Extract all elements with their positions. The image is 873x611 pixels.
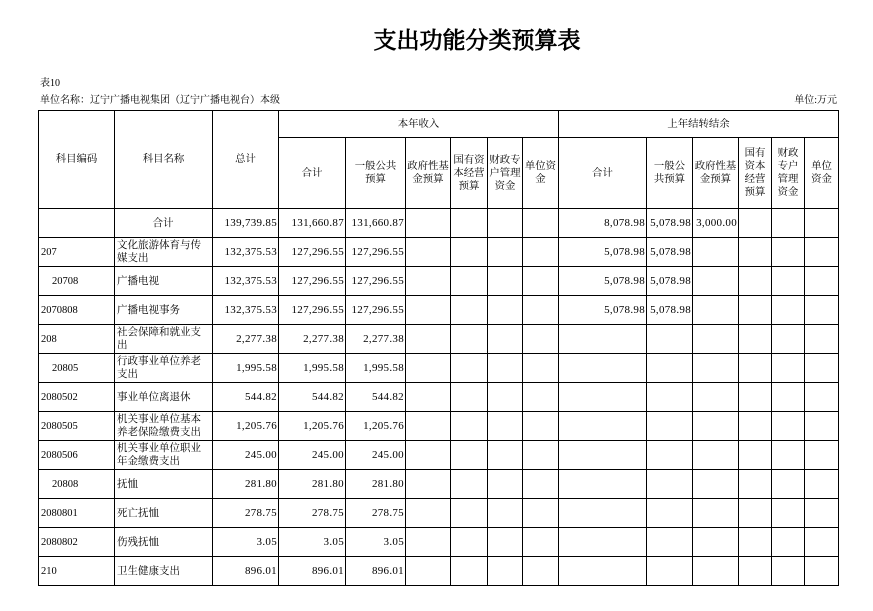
row-total: 132,375.53 [213, 267, 279, 296]
current-year-state-capital-budget [451, 499, 488, 528]
carryover-subtotal [559, 354, 647, 383]
carryover-unit-fund [805, 296, 839, 325]
current-year-special-account-fund [488, 412, 523, 441]
carryover-subtotal [559, 412, 647, 441]
carryover-state-capital-budget [739, 470, 772, 499]
table-row [39, 499, 839, 528]
row-name: 合计 [115, 209, 213, 238]
carryover-government-fund-budget [693, 441, 739, 470]
current-year-government-fund-budget [406, 557, 451, 586]
carryover-general-public-budget [647, 354, 693, 383]
header-carryover-general-public-budget [647, 138, 693, 209]
header-carryover-subtotal: 合计 [559, 138, 647, 209]
carryover-special-account-fund [772, 528, 805, 557]
current-year-state-capital-budget [451, 325, 488, 354]
current-year-government-fund-budget [406, 470, 451, 499]
current-year-unit-fund [523, 354, 559, 383]
header-row-groups [39, 111, 839, 138]
carryover-subtotal: 5,078.98 [559, 267, 647, 296]
header-carryover-government-fund-budget: 政府性基金预算 [693, 138, 739, 209]
current-year-government-fund-budget [406, 499, 451, 528]
carryover-special-account-fund [772, 209, 805, 238]
carryover-general-public-budget [647, 528, 693, 557]
table-number: 表10 [40, 78, 60, 89]
current-year-state-capital-budget [451, 528, 488, 557]
current-year-state-capital-budget [451, 209, 488, 238]
current-year-special-account-fund [488, 383, 523, 412]
carryover-government-fund-budget [693, 470, 739, 499]
row-code: 2080505 [39, 412, 115, 441]
current-year-subtotal: 896.01 [279, 557, 346, 586]
carryover-government-fund-budget [693, 354, 739, 383]
current-year-special-account-fund [488, 557, 523, 586]
carryover-state-capital-budget [739, 238, 772, 267]
header-carryover-state-capital-budget: 国有资本经营预算 [739, 138, 772, 209]
table-row [39, 267, 839, 296]
carryover-state-capital-budget [739, 383, 772, 412]
carryover-special-account-fund [772, 325, 805, 354]
table-row [39, 209, 839, 238]
carryover-unit-fund [805, 267, 839, 296]
row-total: 132,375.53 [213, 296, 279, 325]
row-code: 2080502 [39, 383, 115, 412]
current-year-general-public-budget: 127,296.55 [346, 238, 406, 267]
table-row [39, 325, 839, 354]
header-current-year-general-public-budget-label: 一般公共预算 [354, 161, 397, 185]
current-year-state-capital-budget [451, 412, 488, 441]
row-code: 20805 [39, 354, 115, 383]
row-total: 278.75 [213, 499, 279, 528]
row-total: 245.00 [213, 441, 279, 470]
current-year-subtotal: 281.80 [279, 470, 346, 499]
carryover-special-account-fund [772, 383, 805, 412]
carryover-special-account-fund [772, 441, 805, 470]
header-current-year-state-capital-budget: 国有资本经营预算 [451, 138, 488, 209]
carryover-general-public-budget: 5,078.98 [647, 238, 693, 267]
carryover-government-fund-budget [693, 296, 739, 325]
current-year-subtotal: 544.82 [279, 383, 346, 412]
carryover-general-public-budget [647, 499, 693, 528]
header-current-year-government-fund-budget: 政府性基金预算 [406, 138, 451, 209]
row-total: 132,375.53 [213, 238, 279, 267]
current-year-unit-fund [523, 267, 559, 296]
header-name: 科目名称 [115, 111, 213, 209]
row-total: 3.05 [213, 528, 279, 557]
current-year-state-capital-budget [451, 441, 488, 470]
carryover-special-account-fund [772, 296, 805, 325]
row-total: 896.01 [213, 557, 279, 586]
header-current-year-income: 本年收入 [279, 111, 559, 138]
table-row [39, 354, 839, 383]
carryover-unit-fund [805, 499, 839, 528]
carryover-unit-fund [805, 441, 839, 470]
current-year-government-fund-budget [406, 412, 451, 441]
carryover-subtotal [559, 383, 647, 412]
row-name: 广播电视 [115, 267, 213, 296]
current-year-subtotal: 1,205.76 [279, 412, 346, 441]
current-year-unit-fund [523, 296, 559, 325]
current-year-general-public-budget: 131,660.87 [346, 209, 406, 238]
carryover-government-fund-budget [693, 383, 739, 412]
current-year-subtotal: 127,296.55 [279, 267, 346, 296]
current-year-unit-fund [523, 209, 559, 238]
carryover-general-public-budget [647, 412, 693, 441]
row-name: 死亡抚恤 [115, 499, 213, 528]
row-total: 1,995.58 [213, 354, 279, 383]
current-year-special-account-fund [488, 528, 523, 557]
carryover-general-public-budget: 5,078.98 [647, 296, 693, 325]
carryover-special-account-fund [772, 557, 805, 586]
row-code: 20708 [39, 267, 115, 296]
carryover-state-capital-budget [739, 296, 772, 325]
carryover-unit-fund [805, 528, 839, 557]
row-total: 1,205.76 [213, 412, 279, 441]
current-year-state-capital-budget [451, 238, 488, 267]
current-year-unit-fund [523, 412, 559, 441]
table-row [39, 412, 839, 441]
carryover-unit-fund [805, 354, 839, 383]
current-year-unit-fund [523, 557, 559, 586]
current-year-subtotal: 131,660.87 [279, 209, 346, 238]
current-year-general-public-budget: 3.05 [346, 528, 406, 557]
current-year-general-public-budget: 127,296.55 [346, 267, 406, 296]
current-year-state-capital-budget [451, 354, 488, 383]
carryover-subtotal [559, 470, 647, 499]
header-total: 总计 [213, 111, 279, 209]
current-year-government-fund-budget [406, 296, 451, 325]
table-row [39, 441, 839, 470]
current-year-subtotal: 278.75 [279, 499, 346, 528]
current-year-state-capital-budget [451, 267, 488, 296]
header-current-year-unit-fund: 单位资金 [523, 138, 559, 209]
carryover-unit-fund [805, 470, 839, 499]
carryover-government-fund-budget: 3,000.00 [693, 209, 739, 238]
carryover-subtotal [559, 528, 647, 557]
row-code: 2080506 [39, 441, 115, 470]
carryover-government-fund-budget [693, 325, 739, 354]
current-year-subtotal: 1,995.58 [279, 354, 346, 383]
row-code [39, 209, 115, 238]
page-title: 支出功能分类预算表 [373, 28, 581, 54]
carryover-state-capital-budget [739, 528, 772, 557]
row-total: 544.82 [213, 383, 279, 412]
carryover-state-capital-budget [739, 412, 772, 441]
carryover-special-account-fund [772, 238, 805, 267]
carryover-state-capital-budget [739, 209, 772, 238]
current-year-general-public-budget: 544.82 [346, 383, 406, 412]
carryover-subtotal [559, 499, 647, 528]
carryover-subtotal [559, 441, 647, 470]
row-total: 2,277.38 [213, 325, 279, 354]
carryover-state-capital-budget [739, 354, 772, 383]
header-carryover-unit-fund: 单位资金 [805, 138, 839, 209]
current-year-general-public-budget: 278.75 [346, 499, 406, 528]
table-row [39, 470, 839, 499]
current-year-unit-fund [523, 528, 559, 557]
header-current-year-general-public-budget [346, 138, 406, 209]
carryover-subtotal: 8,078.98 [559, 209, 647, 238]
row-code: 2070808 [39, 296, 115, 325]
current-year-unit-fund [523, 499, 559, 528]
carryover-state-capital-budget [739, 499, 772, 528]
row-code: 20808 [39, 470, 115, 499]
unit-name: 单位名称：辽宁广播电视集团（辽宁广播电视台）本级 [40, 95, 280, 106]
current-year-general-public-budget: 896.01 [346, 557, 406, 586]
current-year-general-public-budget: 1,995.58 [346, 354, 406, 383]
current-year-general-public-budget: 1,205.76 [346, 412, 406, 441]
carryover-government-fund-budget [693, 528, 739, 557]
row-code: 208 [39, 325, 115, 354]
carryover-special-account-fund [772, 470, 805, 499]
carryover-special-account-fund [772, 267, 805, 296]
carryover-unit-fund [805, 238, 839, 267]
carryover-subtotal [559, 557, 647, 586]
current-year-special-account-fund [488, 499, 523, 528]
current-year-unit-fund [523, 470, 559, 499]
current-year-government-fund-budget [406, 528, 451, 557]
current-year-subtotal: 2,277.38 [279, 325, 346, 354]
current-year-government-fund-budget [406, 209, 451, 238]
current-year-government-fund-budget [406, 354, 451, 383]
row-total: 139,739.85 [213, 209, 279, 238]
carryover-unit-fund [805, 557, 839, 586]
header-carryover-special-account-fund: 财政专户管理资金 [772, 138, 805, 209]
row-code: 2080801 [39, 499, 115, 528]
carryover-general-public-budget [647, 470, 693, 499]
current-year-unit-fund [523, 383, 559, 412]
table-row [39, 238, 839, 267]
row-name: 事业单位离退休 [115, 383, 213, 412]
current-year-special-account-fund [488, 325, 523, 354]
table-row [39, 557, 839, 586]
current-year-subtotal: 127,296.55 [279, 238, 346, 267]
carryover-subtotal [559, 325, 647, 354]
header-carryover-general-public-budget-label: 一般公共预算 [653, 161, 686, 185]
row-name: 广播电视事务 [115, 296, 213, 325]
header-current-year-subtotal: 合计 [279, 138, 346, 209]
row-name: 文化旅游体育与传媒支出 [115, 238, 213, 267]
row-name: 抚恤 [115, 470, 213, 499]
carryover-government-fund-budget [693, 267, 739, 296]
current-year-special-account-fund [488, 441, 523, 470]
carryover-general-public-budget [647, 441, 693, 470]
current-year-special-account-fund [488, 354, 523, 383]
table-row [39, 528, 839, 557]
current-year-unit-fund [523, 441, 559, 470]
carryover-government-fund-budget [693, 557, 739, 586]
carryover-government-fund-budget [693, 499, 739, 528]
current-year-special-account-fund [488, 296, 523, 325]
current-year-state-capital-budget [451, 470, 488, 499]
current-year-state-capital-budget [451, 383, 488, 412]
carryover-government-fund-budget [693, 238, 739, 267]
carryover-general-public-budget: 5,078.98 [647, 267, 693, 296]
carryover-state-capital-budget [739, 325, 772, 354]
row-name: 卫生健康支出 [115, 557, 213, 586]
carryover-general-public-budget [647, 383, 693, 412]
row-name: 伤残抚恤 [115, 528, 213, 557]
row-code: 2080802 [39, 528, 115, 557]
header-carryover-balance: 上年结转结余 [559, 111, 839, 138]
carryover-special-account-fund [772, 354, 805, 383]
current-year-subtotal: 127,296.55 [279, 296, 346, 325]
row-name: 机关事业单位基本养老保险缴费支出 [115, 412, 213, 441]
current-year-government-fund-budget [406, 441, 451, 470]
carryover-state-capital-budget [739, 267, 772, 296]
current-year-state-capital-budget [451, 557, 488, 586]
current-year-general-public-budget: 245.00 [346, 441, 406, 470]
carryover-government-fund-budget [693, 412, 739, 441]
carryover-subtotal: 5,078.98 [559, 296, 647, 325]
current-year-general-public-budget: 2,277.38 [346, 325, 406, 354]
carryover-general-public-budget [647, 557, 693, 586]
header-current-year-special-account-fund: 财政专户管理资金 [488, 138, 523, 209]
row-total: 281.80 [213, 470, 279, 499]
current-year-government-fund-budget [406, 325, 451, 354]
current-year-general-public-budget: 281.80 [346, 470, 406, 499]
current-year-subtotal: 3.05 [279, 528, 346, 557]
current-year-unit-fund [523, 238, 559, 267]
current-year-general-public-budget: 127,296.55 [346, 296, 406, 325]
table-body [39, 209, 839, 586]
row-name: 社会保障和就业支出 [115, 325, 213, 354]
carryover-special-account-fund [772, 412, 805, 441]
budget-table [38, 110, 839, 586]
current-year-special-account-fund [488, 267, 523, 296]
current-year-special-account-fund [488, 470, 523, 499]
carryover-state-capital-budget [739, 557, 772, 586]
carryover-subtotal: 5,078.98 [559, 238, 647, 267]
current-year-unit-fund [523, 325, 559, 354]
carryover-unit-fund [805, 412, 839, 441]
current-year-government-fund-budget [406, 238, 451, 267]
carryover-unit-fund [805, 209, 839, 238]
current-year-special-account-fund [488, 238, 523, 267]
header-code: 科目编码 [39, 111, 115, 209]
current-year-special-account-fund [488, 209, 523, 238]
row-name: 机关事业单位职业年金缴费支出 [115, 441, 213, 470]
table-row [39, 296, 839, 325]
carryover-state-capital-budget [739, 441, 772, 470]
row-name: 行政事业单位养老支出 [115, 354, 213, 383]
currency-unit: 单位:万元 [794, 95, 837, 106]
table-row [39, 383, 839, 412]
carryover-special-account-fund [772, 499, 805, 528]
carryover-general-public-budget [647, 325, 693, 354]
carryover-general-public-budget: 5,078.98 [647, 209, 693, 238]
current-year-government-fund-budget [406, 267, 451, 296]
carryover-unit-fund [805, 325, 839, 354]
row-code: 207 [39, 238, 115, 267]
current-year-state-capital-budget [451, 296, 488, 325]
row-code: 210 [39, 557, 115, 586]
carryover-unit-fund [805, 383, 839, 412]
current-year-subtotal: 245.00 [279, 441, 346, 470]
current-year-government-fund-budget [406, 383, 451, 412]
